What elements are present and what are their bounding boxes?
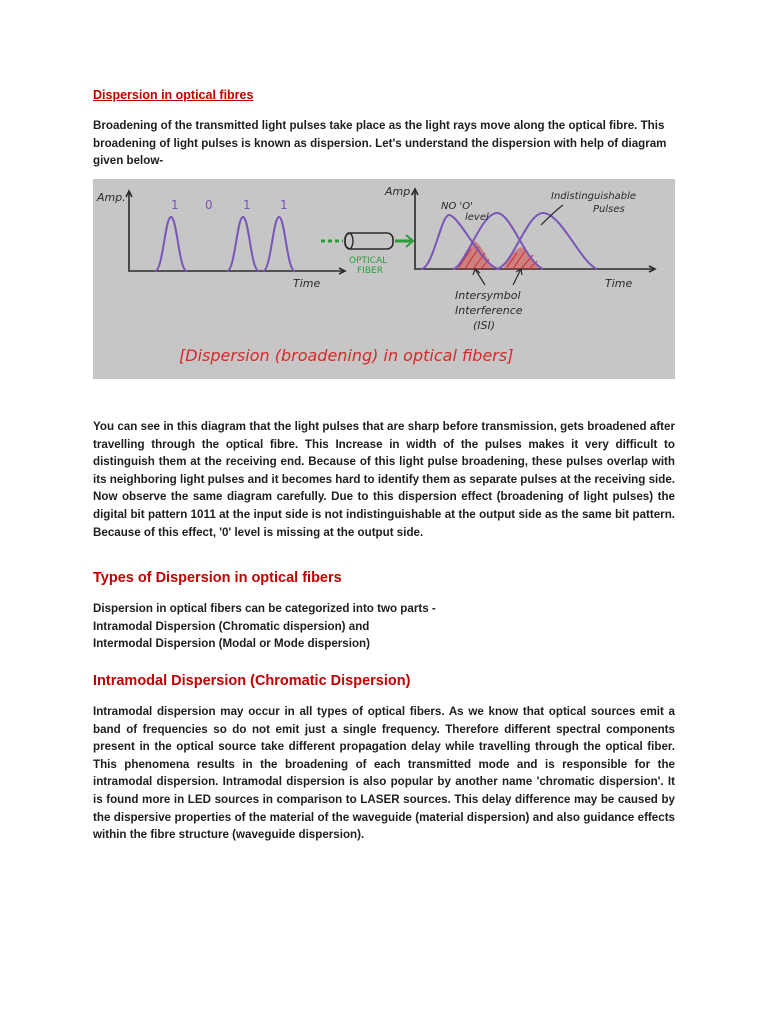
types-heading: Types of Dispersion in optical fibers (93, 570, 342, 586)
types-intro: Dispersion in optical fibers can be categorized into two parts - (93, 602, 436, 615)
isi-overlap-regions (455, 241, 539, 269)
dispersion-diagram (93, 179, 675, 379)
intro-paragraph: Broadening of the transmitted light pulses take place as the light rays move along the optical fibre. This broadening of light pulses is known as dispersion. Let's understand the dispersion with help of diagram given below- (93, 119, 667, 168)
input-pulse-1 (155, 217, 187, 271)
right-time-label: Time (605, 277, 633, 290)
types-list (93, 600, 675, 653)
input-pulse-4 (263, 217, 295, 271)
indistinguishable-label-1: Indistinguishable (551, 191, 637, 202)
isi-label-2: Interference (455, 304, 523, 317)
left-time-label: Time (293, 277, 321, 290)
input-pulses (155, 217, 295, 271)
bit-label-4: 1 (280, 198, 288, 212)
output-pulse-1 (421, 215, 499, 269)
dispersion-diagram-svg (93, 179, 675, 379)
indistinguishable-pointer (541, 205, 563, 225)
bit-label-2: 0 (205, 198, 213, 212)
types-item-intramodal: Intramodal Dispersion (Chromatic dispersion) and (93, 619, 370, 633)
left-amp-label: Amp. (97, 191, 126, 204)
diagram-caption: [Dispersion (broadening) in optical fibers] (179, 346, 514, 365)
no-zero-level-label-1: NO 'O' (441, 201, 473, 212)
bit-label-3: 1 (243, 198, 251, 212)
input-pulse-3 (227, 217, 259, 271)
isi-label-1: Intersymbol (455, 289, 521, 302)
right-amp-label: Amp. (385, 185, 414, 198)
isi-arrows (473, 269, 522, 285)
intramodal-paragraph: Intramodal dispersion may occur in all types of optical fibers. As we know that optical sources emit a band of frequencies so do not emit just a single frequency. Therefore different spectral components present in the optical source take different propagation delay while travelling through the optical fiber. This phenomena results in the broadening of each transmitted mode and is responsible for the intramodal dispersion. Intramodal dispersion is also popular by another name 'chromatic dispersion'. It is found more in LED sources in comparison to LASER sources. This delay difference may be caused by the dispersive properties of the material of the waveguide (material dispersion) and also guidance effects within the fibre structure (waveguide dispersion). (93, 705, 675, 842)
optical-fiber-drawing (321, 233, 413, 249)
bit-label-1: 1 (171, 198, 179, 212)
page-title: Dispersion in optical fibres (93, 88, 254, 102)
no-zero-level-label-2: level (465, 212, 489, 223)
intramodal-heading: Intramodal Dispersion (Chromatic Dispersion) (93, 673, 411, 689)
types-item-intermodal: Intermodal Dispersion (Modal or Mode dispersion) (93, 637, 370, 651)
left-axes (126, 191, 345, 274)
indistinguishable-label-2: Pulses (593, 204, 625, 215)
fiber-label-1: OPTICAL (349, 256, 388, 266)
fiber-label-2: FIBER (357, 266, 383, 276)
explanation-paragraph: You can see in this diagram that the light pulses that are sharp before transmission, gets broadened after travelling through the optical fibre. This Increase in width of the pulses makes it very difficult to distinguish them at the receiving end. Because of this light pulse broadening, these pulses overlap with its neighboring light pulses and it becomes hard to identify them as separate pulses at the receiving side. Now observe the same diagram carefully. Due to this dispersion effect (broadening of light pulses) the digital bit pattern 1011 at the input side is not indistinguishable at the output side as the same bit pattern. Because of this effect, '0' level is missing at the output side. (93, 420, 675, 539)
isi-label-3: (ISI) (473, 319, 496, 332)
